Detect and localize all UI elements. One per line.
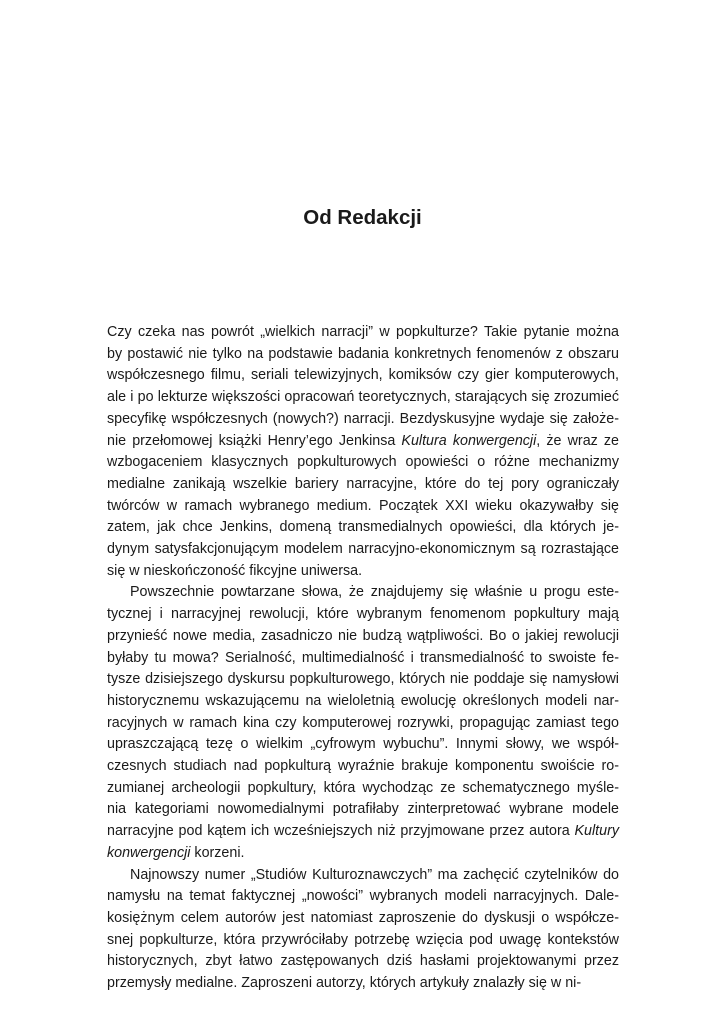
text-line bbox=[107, 843, 619, 865]
text-line bbox=[107, 821, 619, 843]
text-run: snej popkulturze, która przywróciłaby potrzebę wzięcia pod uwagę kontekstów bbox=[107, 931, 619, 948]
text-run: korzeni. bbox=[190, 844, 245, 861]
text-run: wzbogaceniem klasycznych popkulturowych opowieści o różne mechanizmy bbox=[107, 454, 619, 471]
text-run: historycznemu wskazującemu na wieloletnią ewolucję określonych modeli nar- bbox=[107, 692, 619, 709]
text-run: Najnowszy numer „Studiów Kulturoznawczych” ma zachęcić czytelników do bbox=[130, 866, 619, 883]
text-run: tysze dzisiejszego dyskursu popkulturowego, których nie poddaje się namysłowi bbox=[107, 671, 619, 688]
text-run: dynym satysfakcjonującym modelem narracyjno-ekonomicznym są rozrastające bbox=[107, 541, 619, 558]
text-run: , że wraz ze bbox=[536, 432, 620, 449]
text-run: czesnych studiach nad popkulturą wyraźnie brakuje komponentu swoiście ro- bbox=[107, 758, 619, 775]
text-run: historycznych, zbyt łatwo zastępowanych dziś hasłami projektowanymi przez bbox=[107, 953, 619, 970]
italic-title-text: Kultura konwergencji bbox=[401, 432, 537, 449]
text-line bbox=[107, 734, 619, 756]
text-run: ale i po lekturze większości opracowań teoretycznych, starających się zrozumieć bbox=[107, 389, 619, 406]
paragraph bbox=[107, 322, 619, 582]
text-run: specyfikę współczesnych (nowych?) narracji. Bezdyskusyjne wydaje się założe- bbox=[107, 410, 619, 427]
text-line bbox=[107, 886, 619, 908]
paragraph bbox=[107, 582, 619, 864]
text-run: upraszczającą tezę o wielkim „cyfrowym wybuchu”. Innymi słowy, we współ- bbox=[107, 736, 619, 753]
text-run: nie przełomowej książki Henry’ego Jenkinsa bbox=[107, 432, 402, 449]
text-line bbox=[107, 431, 619, 453]
text-run: byłaby tu mowa? Serialność, multimedialność i transmedialność to swoiste fe- bbox=[107, 649, 619, 666]
text-line bbox=[107, 517, 619, 539]
italic-title-text: konwergencji bbox=[107, 844, 191, 861]
text-run: tycznej i narracyjnej rewolucji, które wybranym fenomenom popkultury mają bbox=[107, 606, 619, 623]
text-line bbox=[107, 713, 619, 735]
body-text bbox=[107, 322, 619, 995]
text-line bbox=[107, 669, 619, 691]
text-run: namysłu na temat faktycznej „nowości” wybranych modeli narracyjnych. Dale- bbox=[107, 888, 619, 905]
text-line bbox=[107, 582, 619, 604]
text-run: przemysły medialne. Zaproszeni autorzy, których artykuły znalazły się w ni- bbox=[107, 975, 582, 992]
text-line bbox=[107, 865, 619, 887]
text-run: twórców w ramach wybranego medium. Początek XXI wieku okazywałby się bbox=[107, 497, 619, 514]
text-run: medialne zanikają wszelkie bariery narracyjne, które do tej pory ograniczały bbox=[107, 475, 619, 492]
text-run: Czy czeka nas powrót „wielkich narracji” w popkulturze? Takie pytanie można bbox=[107, 324, 619, 340]
italic-title-text: Kultury bbox=[574, 823, 619, 840]
text-line bbox=[107, 951, 619, 973]
text-run: narracyjne pod kątem ich wcześniejszych niż przyjmowane przez autora bbox=[107, 823, 575, 840]
text-line bbox=[107, 799, 619, 821]
text-line bbox=[107, 648, 619, 670]
text-line bbox=[107, 561, 619, 583]
text-run: zumianej archeologii popkultury, która wychodząc ze schematycznego myśle- bbox=[107, 779, 619, 796]
text-run: współczesnego filmu, seriali telewizyjnych, komiksów czy gier komputerowych, bbox=[107, 367, 619, 384]
text-line bbox=[107, 908, 619, 930]
text-line bbox=[107, 930, 619, 952]
text-line bbox=[107, 387, 619, 409]
text-run: przynieść nowe media, zasadniczo nie budzą wątpliwości. Bo o jakiej rewolucji bbox=[107, 627, 619, 644]
text-run: zatem, jak chce Jenkins, domeną transmedialnych opowieści, dla których je- bbox=[107, 519, 619, 536]
text-run: racyjnych w ramach kina czy komputerowej rozrywki, propagując zamiast tego bbox=[107, 714, 619, 731]
text-line bbox=[107, 604, 619, 626]
text-line bbox=[107, 474, 619, 496]
text-run: się w nieskończoność fikcyjne uniwersa. bbox=[107, 562, 363, 579]
text-line bbox=[107, 691, 619, 713]
text-line bbox=[107, 778, 619, 800]
text-line bbox=[107, 496, 619, 518]
text-line bbox=[107, 626, 619, 648]
text-line bbox=[107, 452, 619, 474]
page-title: Od Redakcji bbox=[303, 206, 422, 229]
text-run: by postawić nie tylko na podstawie badania konkretnych fenomenów z obszaru bbox=[107, 345, 619, 362]
text-line bbox=[107, 344, 619, 366]
paragraph bbox=[107, 865, 619, 995]
text-run: kosiężnym celem autorów jest natomiast zaproszenie do dyskusji o współcze- bbox=[107, 909, 619, 926]
text-line bbox=[107, 973, 619, 995]
text-run: Powszechnie powtarzane słowa, że znajdujemy się właśnie u progu este- bbox=[130, 584, 619, 601]
text-run: nia kategoriami nowomedialnymi potrafiłaby zinterpretować wybrane modele bbox=[107, 801, 619, 818]
text-line bbox=[107, 322, 619, 344]
text-line bbox=[107, 539, 619, 561]
text-line bbox=[107, 756, 619, 778]
text-line bbox=[107, 409, 619, 431]
text-line bbox=[107, 365, 619, 387]
